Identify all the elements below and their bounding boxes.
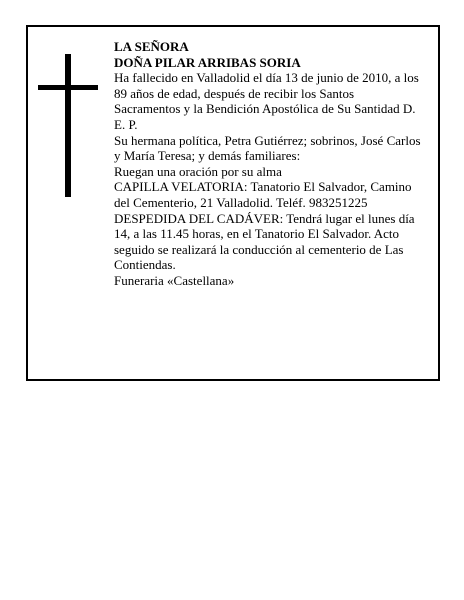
funeral-home: Funeraria «Castellana»: [114, 272, 235, 288]
family-mourners: Su hermana política, Petra Gutiérrez; sobrinos, José Carlos y María Teresa; y demás familiares:: [114, 132, 421, 164]
notice-heading: LA SEÑORA: [114, 39, 189, 54]
chapel-info: CAPILLA VELATORIA: Tanatorio El Salvador, Camino del Cementerio, 21 Valladolid. Teléf. 983251225: [114, 179, 412, 210]
prayer-request: Ruegan una oración por su alma: [114, 163, 282, 179]
deceased-name: DOÑA PILAR ARRIBAS SORIA: [114, 54, 301, 70]
cross-vertical-bar: [65, 54, 71, 197]
cross-icon: [38, 54, 98, 197]
cross-horizontal-bar: [38, 85, 98, 90]
farewell-info: DESPEDIDA DEL CADÁVER: Tendrá lugar el lunes día 14, a las 11.45 horas, en el Tanatorio El Salvador. Acto seguido se realizará la conducción al cementerio de Las Contiendas.: [114, 210, 415, 273]
notice-body: [114, 39, 422, 289]
death-announcement: Ha fallecido en Valladolid el día 13 de junio de 2010, a los 89 años de edad, después de recibir los Santos Sacramentos y la Bendición Apostólica de Su Santidad D. E. P.: [114, 70, 419, 132]
